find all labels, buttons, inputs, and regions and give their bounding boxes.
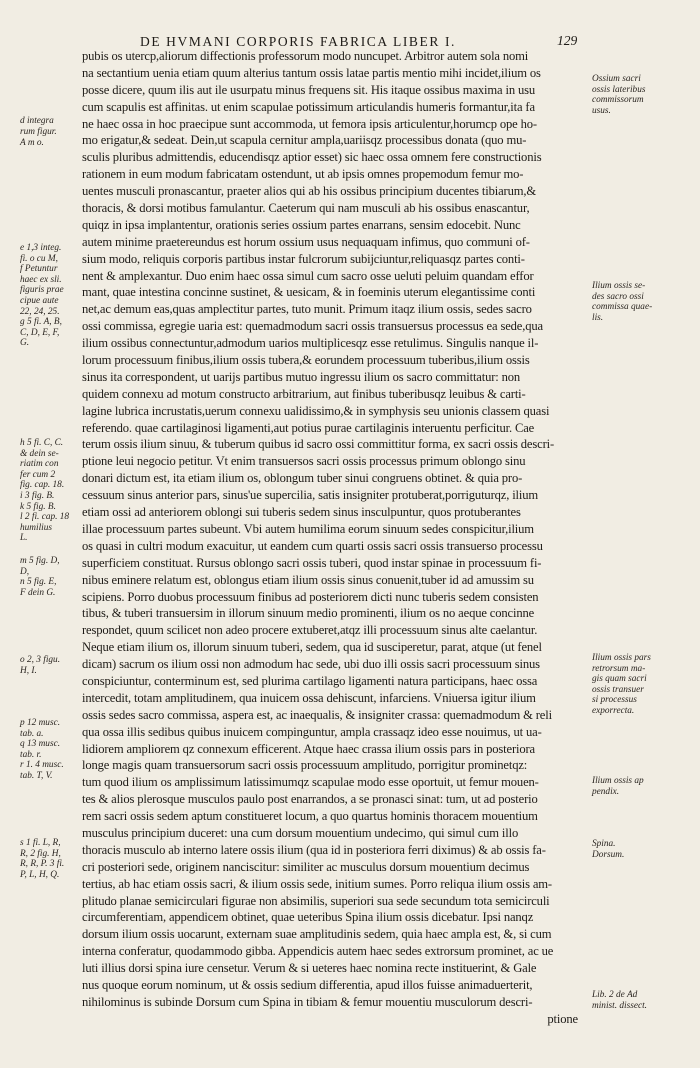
body-line: quidem connexu ad motum constructo arbitrarium, aut finibus tuberibusqz leuibus & carti- [82, 386, 526, 401]
right-margin-note-line: lis. [592, 312, 604, 323]
body-line: os quasi in cultri modum exacuitur, ut eandem cum quarti ossis sacri ossis transuerso processu [82, 538, 543, 553]
body-line: ossis sedes sacro commissa, aspera est, ac inaequalis, & insigniter crassa: quemadmodum & reli [82, 707, 552, 722]
right-margin-note [592, 990, 647, 1011]
body-line: donari dictum est, ita etiam ilium os, oblongum tuber sinui congruens obtinet. & quia pro- [82, 471, 523, 486]
right-margin-note [592, 776, 644, 797]
left-margin-note-line: tab. a. [20, 728, 44, 739]
left-margin-note [20, 438, 69, 544]
body-line: sinus ita correspondent, ut uarijs partibus mutuo ingressu ilium os sacro committatur: non [82, 369, 521, 384]
body-line: quiqz in ipsa implantentur, orationis series ossium partes enarrans, sensim edocebit. Nunc [82, 217, 521, 232]
body-line: thoracis, & dorsi motibus famulantur. Caeterum qui nam musculi ab his ossibus enascantur, [82, 201, 530, 216]
left-margin-note-line: m 5 fig. D, [20, 556, 60, 566]
body-line: etiam ossi ad anteriorem oblongi sui tuberis sedem sinus insculpuntur, quos protuberantes [82, 505, 521, 520]
right-margin-note-line: usus. [592, 105, 611, 116]
body-line: circumferentiam, appendicem obtinet, quae ueteribus Spina ilium ossis dicebatur. Ipsi nanqz [82, 910, 534, 925]
body-line: cum scapulis est affinitas. ut enim scapulae potissimum articulandis humeris formantur,ita fa [82, 99, 535, 114]
body-line: tes & alios plerosque musculos paulo post enarrandos, a se pronasci sinat: tum, ut ad posterio [82, 792, 538, 807]
left-margin-note-line: humilius [20, 522, 53, 533]
body-line: mo erigatur,& sedeat. Dein,ut scapula cernitur ampla,uariisqz processibus donata (quo mu- [82, 133, 527, 148]
body-line: tibus, & tuberi transuersim in illorum sinuum medio prominenti, ilium os no aeque concinne [82, 606, 535, 621]
body-line: ossi commissa, egregie uaria est: quemadmodum sacri ossis transuersus processus ea sede,qua [82, 319, 543, 334]
body-line: respondet, quum scilicet non adeo procere extuberet,atqz illi processuum sinus alte caelantur. [82, 623, 538, 638]
left-margin-note-line: R, 2 fig. H, [20, 848, 61, 859]
right-margin-note-line: Ilium ossis se- [592, 281, 646, 291]
body-line: dorsum ilium ossis uocarunt, externam suae amplitudinis sedem, quia haec ampla est, &, si cum [82, 927, 552, 942]
main-text-block [82, 48, 578, 1028]
body-line: autem minime praetereundus est horum ossium usus nequaquam infimus, quo communi of- [82, 234, 530, 249]
body-line: interna conferatur, quodammodo gibba. Appendicis autem haec sedes extrorsum prominet, ac ue [82, 944, 554, 959]
left-margin-note-line: s 1 fi. L, R, [20, 838, 61, 848]
left-margin-note-line: haec ex sli. [20, 274, 62, 285]
right-margin-note-line: Dorsum. [592, 849, 625, 860]
right-margin-note-line: commissorum [592, 95, 644, 106]
left-margin-note-line: l 2 fi. cap. 18 [20, 512, 70, 523]
right-margin-note-line: exporrecta. [592, 705, 635, 716]
left-margin-note-line: 22, 24, 25. [20, 306, 60, 317]
right-margin-note-line: retrorsum ma- [592, 663, 646, 674]
left-margin-note-line: H, I. [20, 665, 37, 676]
left-margin-note-line: L. [20, 533, 28, 544]
body-line: musculus principium duceret: una cum dorsum mouentium undecimo, qui simul cum illo [82, 825, 519, 840]
left-margin-note-line: cipue aute [20, 295, 59, 306]
body-line: superficiem constituat. Rursus oblongo sacri ossis tuberi, quod instar spinae in processuum fi- [82, 555, 542, 570]
left-margin-note-line: fi. o cu M, [20, 253, 58, 264]
body-line: uentes musculi pronascantur, praeter alios qui ab his ossibus principium ducentes tibiarum,& [82, 184, 537, 199]
left-margin-note [20, 138, 44, 149]
right-margin-note [592, 281, 652, 323]
body-line: qua ossa illis sedibus quibus inuicem compinguntur, ampla crassaqz ideo esse nouimus, ut ua- [82, 724, 542, 739]
left-margin-note-line: C, D, E, F, [20, 327, 60, 338]
left-margin-note-line: q 13 musc. [20, 739, 61, 750]
right-margin-note [592, 74, 645, 116]
left-margin-note-line: tab. r. [20, 749, 42, 760]
body-line: scipiens. Porro duobus processuum finibus ad posteriorem dicti nunc tuberis sedem consisten [82, 589, 539, 604]
left-margin-note-line: g 5 fi. A, B, [20, 317, 62, 328]
left-margin-note-line: i 3 fig. B. [20, 490, 55, 501]
left-margin-note-line: tab. T, V. [20, 770, 53, 781]
body-line: plitudo planae semicirculari figurae non absimilis, superiori sua sede secundum tota semicirculi [82, 893, 550, 908]
right-margin-note-line: ossis transuer [592, 684, 644, 695]
left-margin-note-line: riatim con [20, 459, 59, 470]
body-line: sculis pluribus admittendis, educendisqz aptior esset) sic haec ossa omnem fere constructionis [82, 150, 542, 165]
left-margin-note-line: d integra [20, 116, 54, 126]
body-line: terum ossis ilium sinuu, & tuberum quibus id sacro ossi committitur forma, ex sacri ossis descri- [82, 437, 555, 452]
running-head: DE HVMANI CORPORIS FABRICA LIBER I. [140, 34, 457, 49]
body-line: cri posteriori sede, originem nanciscitur: similiter ac musculus dorsum mouentium decimus [82, 859, 530, 874]
left-margin-note-line: e 1,3 integ. [20, 243, 62, 253]
left-margin-note [20, 655, 60, 676]
body-line: posse dicere, quum ilis aut ile usurpatu minus frequens sit. His itaque ossibus maxima in usu [82, 82, 536, 97]
right-margin-note [592, 839, 624, 860]
right-margin-note-line: pendix. [592, 786, 620, 797]
left-margin-note-line: h 5 fi. C, C. [20, 438, 64, 448]
right-margin-note [592, 653, 651, 717]
body-line: tum quod ilium os amplissimum latissimumqz scapulae modo esse oportuit, ut femur mouen- [82, 775, 539, 790]
body-line: intercedit, totam amplitudinem, qua inuicem ossa dehiscunt, infarciens. Vniuersa igitur ilium [82, 690, 536, 705]
right-margin-note-line: si processus [592, 695, 637, 706]
body-line: rem sacri ossis sedem aptum constitueret locum, a quo quartus hominis thoracem mouentium [82, 809, 538, 824]
body-line: conspiciuntur, conterminum est, sed plurima cartilago ligamenti natura participans, haec ossa [82, 673, 538, 688]
right-margin-note-line: commissa quae- [592, 302, 653, 313]
left-margin-note [20, 718, 64, 782]
left-margin-note-line: A m o. [20, 138, 44, 148]
left-margin-note [20, 243, 64, 349]
right-margin-note-line: Ilium ossis pars [592, 653, 651, 663]
left-margin-note-line: figuris prae [20, 285, 64, 296]
body-line: thoracis musculo ab interno latere ossis ilium (qua id in posteriora ferri diximus) & ab ossis fa- [82, 842, 546, 857]
body-line: dicam) sacrum os ilium ossi non admodum hac sede, ubi duo illi ossis sacri processuum sinus [82, 657, 540, 672]
body-line: mant, quae intestina concinne sustinet, & uesicam, & in foeminis uterum elegantissime conti [82, 285, 536, 300]
left-margin-note-line: R, R, P. 3 fi. [20, 859, 65, 870]
right-margin-note-line: Ossium sacri [592, 74, 641, 84]
right-margin-note-line: gis quam sacri [592, 674, 647, 685]
body-line: lidiorem ampliorem qz connexum efficerent. Atque haec crassa ilium ossis pars in posteriora [82, 741, 535, 756]
left-margin-note [20, 556, 60, 598]
body-line: ptione leui negocio petitur. Vt enim transuersos sacri ossis processus primum oblongo sinu [82, 454, 526, 469]
right-margin-note-line: Lib. 2 de Ad [592, 990, 638, 1000]
left-margin-note-line: F dein G. [20, 587, 56, 598]
left-margin-note-line: G. [20, 338, 30, 349]
body-line: pubis os utercp,aliorum diffectionis professorum modo nuncupet. Arbitror autem sola nomi [82, 49, 529, 63]
body-line: tertius, ab hac etiam ossis sacri, & ilium ossis sede, initium sumes. Porro reliqua ilium ossis am- [82, 876, 552, 891]
body-line: nibus eminere relatum est, oblongus etiam ilium ossis sinus conuenit,tuber id ad amussim su [82, 572, 534, 587]
left-margin-note-line: & dein se- [20, 448, 59, 459]
body-line: illae processuum partes subeunt. Vbi autem humilima eorum sinuum sedes conspicitur,ilium [82, 521, 534, 536]
right-margin-note-line: des sacro ossi [592, 291, 644, 302]
left-margin-note-line: o 2, 3 figu. [20, 655, 61, 665]
left-margin-note-line: p 12 musc. [20, 718, 61, 728]
body-line: lorum processuum finibus,ilium ossis tubera,& eorundem processuum tuberibus,ilium ossis [82, 353, 530, 368]
left-margin-note-line: P, L, H, Q. [20, 869, 60, 880]
left-margin-note-line: fer cum 2 [20, 469, 56, 480]
right-margin-note-line: minist. dissect. [592, 1000, 648, 1011]
left-margin-note [20, 116, 57, 137]
body-line: ne haec ossa in hoc praecipue sunt accommoda, ut femora ipsis articulentur,horumcp ope ho- [82, 116, 537, 131]
left-margin-note-line: n 5 fig. E, [20, 577, 57, 588]
left-margin-note-line: rum figur. [20, 126, 57, 137]
right-margin-note-line: Ilium ossis ap [592, 776, 644, 786]
body-line: nihilominus is subinde Dorsum cum Spina in tibiam & femur mouentiu musculorum descri- [82, 994, 533, 1009]
body-line: longe magis quam transuersorum sacri ossis processuum amplitudo, porrigitur prominetqz: [82, 758, 528, 773]
left-margin-note-line: f Petuntur [20, 264, 58, 275]
right-margin-note-line: ossis lateribus [592, 84, 646, 95]
body-line: lagine lubrica incrustatis,uerum connexu ualidissimo,& in symphysis seu unionis classem quasi [82, 403, 550, 418]
body-line: cessuum sinus anterior pars, sinus'ue supercilia, satis insigniter protuberat,porriguturqz, ilium [82, 488, 539, 503]
body-line: net,ac demum eas,quas amplectitur partes, tuto munit. Primum itaqz ilium ossis, sedes sacro [82, 302, 532, 317]
body-line: sium modo, reliquis corporis partibus instar fulcrorum subijciuntur,reliquasqz partes conti- [82, 251, 525, 266]
body-line: referendo. quae cartilaginosi ligamenti,aut potius purae cartilaginis interuentu perficitur. Cae [82, 420, 535, 435]
body-line: Neque etiam ilium os, illorum sinuum tuberi, sedem, qua id susciperetur, parat, atque (ut fenel [82, 640, 542, 655]
left-margin-note-line: r 1. 4 musc. [20, 760, 64, 771]
left-margin-note-line: k 5 fig. B. [20, 501, 56, 512]
body-line: ilium ossibus connectuntur,admodum uarios multiplicesqz esse retulimus. Singulis nanque il- [82, 336, 539, 351]
right-margin-note-line: Spina. [592, 839, 616, 849]
left-margin-note-line: D, [20, 566, 30, 577]
page-number: 129 [557, 33, 578, 48]
body-line: luti illius dorsi spina iure censetur. Verum & si ueteres haec nomina recte instituerint, & Gale [82, 961, 537, 976]
body-line: nent & amplexantur. Duo enim haec ossa simul cum sacro osse ueluti peluim quandam effor [82, 268, 534, 283]
body-line: na sectantium uenia etiam quum alterius tantum ossis latae partis mentio mihi incidet,ilium os [82, 65, 541, 80]
body-line: nus quoque eorum nominum, ut & ossis sedium differentia, apud illos fuisse animaduerterit, [82, 977, 533, 992]
left-margin-note-line: fig. cap. 18. [20, 480, 65, 491]
body-line: ptione [547, 1011, 578, 1026]
left-margin-note [20, 838, 64, 880]
body-line: rationem in eum modum fabricatam ostendunt, ut ab ipsis omnes propemodum femur mo- [82, 167, 524, 182]
